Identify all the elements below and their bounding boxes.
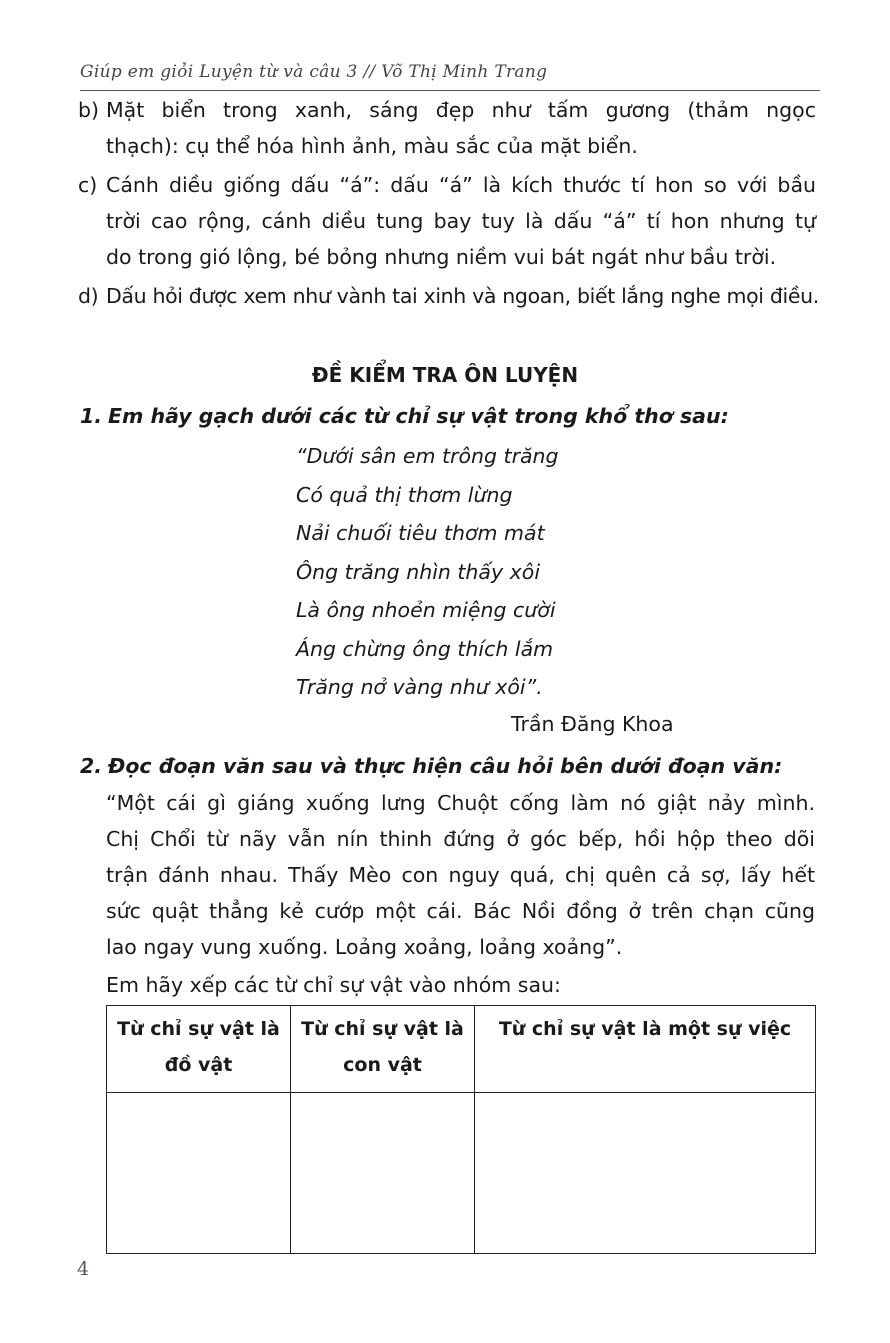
header-objects: Từ chỉ sự vật là đồ vật	[107, 1006, 291, 1093]
question-text: Em hãy gạch dưới các từ chỉ sự vật trong khổ thơ sau:	[108, 404, 729, 428]
question-number: 1.	[80, 404, 103, 428]
poem-line: Là ông nhoẻn miệng cười	[296, 598, 556, 622]
instruction: Em hãy xếp các từ chỉ sự vật vào nhóm sau:	[106, 973, 561, 997]
poem-line: Nải chuối tiêu thơm mát	[296, 521, 545, 545]
passage-line: sức quật thẳng kẻ cướp một cái. Bác Nồi đồng ở trên chạn cũng	[106, 899, 815, 923]
question-1	[80, 401, 820, 431]
passage-line: lao ngay vung xuống. Loảng xoảng, loảng xoảng”.	[106, 935, 623, 959]
answer-label: c)	[78, 173, 98, 197]
header-animals: Từ chỉ sự vật là con vật	[291, 1006, 475, 1093]
answer-c	[78, 167, 816, 275]
poem-line: Có quả thị thơm lừng	[296, 482, 513, 507]
page-header	[80, 60, 820, 91]
passage-line: “Một cái gì giáng xuống lưng Chuột cống làm nó giật nảy mình.	[106, 791, 815, 815]
answer-line: thạch): cụ thể hóa hình ảnh, màu sắc của mặt biển.	[106, 134, 638, 158]
table-row	[107, 1093, 816, 1254]
answer-line: Cánh diều giống dấu “á”: dấu “á” là kích thước tí hon so với bầu	[106, 173, 816, 197]
poem-line: Ông trăng nhìn thấy xôi	[296, 559, 541, 584]
poem	[296, 437, 559, 707]
section-title: ĐỀ KIỂM TRA ÔN LUYỆN	[311, 363, 579, 387]
answer-d	[78, 278, 819, 314]
question-number: 2.	[80, 754, 103, 778]
cell-animals[interactable]	[291, 1093, 475, 1254]
page-number: 4	[77, 1258, 90, 1280]
answer-b	[78, 92, 816, 164]
table-header-row	[107, 1006, 816, 1093]
cell-events[interactable]	[475, 1093, 816, 1254]
answer-line: Dấu hỏi được xem như vành tai xinh và ngoan, biết lắng nghe mọi điều.	[106, 284, 819, 308]
poem-author: Trần Đăng Khoa	[511, 712, 674, 736]
question-text: Đọc đoạn văn sau và thực hiện câu hỏi bên dưới đoạn văn:	[108, 754, 783, 778]
passage-line: trận đánh nhau. Thấy Mèo con nguy quá, chị quên cả sợ, lấy hết	[106, 863, 815, 887]
passage	[106, 785, 815, 965]
answer-line: do trong gió lộng, bé bỏng nhưng niềm vui bát ngát như bầu trời.	[106, 245, 777, 269]
answer-line: Mặt biển trong xanh, sáng đẹp như tấm gương (thảm ngọc	[106, 98, 816, 122]
answer-label: b)	[78, 98, 100, 122]
poem-line: Áng chừng ông thích lắm	[296, 636, 554, 661]
poem-line: Trăng nở vàng như xôi”.	[296, 675, 543, 699]
answer-line: trời cao rộng, cánh diều tung bay tuy là dấu “á” tí hon nhưng tự	[106, 209, 816, 233]
header-events: Từ chỉ sự vật là một sự việc	[475, 1006, 816, 1093]
question-2	[80, 751, 820, 781]
header-text: Giúp em giỏi Luyện từ và câu 3 // Võ Thị Minh Trang	[80, 62, 548, 82]
poem-line: “Dưới sân em trông trăng	[296, 444, 559, 468]
answer-label: d)	[78, 284, 99, 308]
passage-line: Chị Chổi từ nãy vẫn nín thinh đứng ở góc bếp, hồi hộp theo dõi	[106, 827, 815, 851]
cell-objects[interactable]	[107, 1093, 291, 1254]
answer-table	[106, 1005, 816, 1254]
